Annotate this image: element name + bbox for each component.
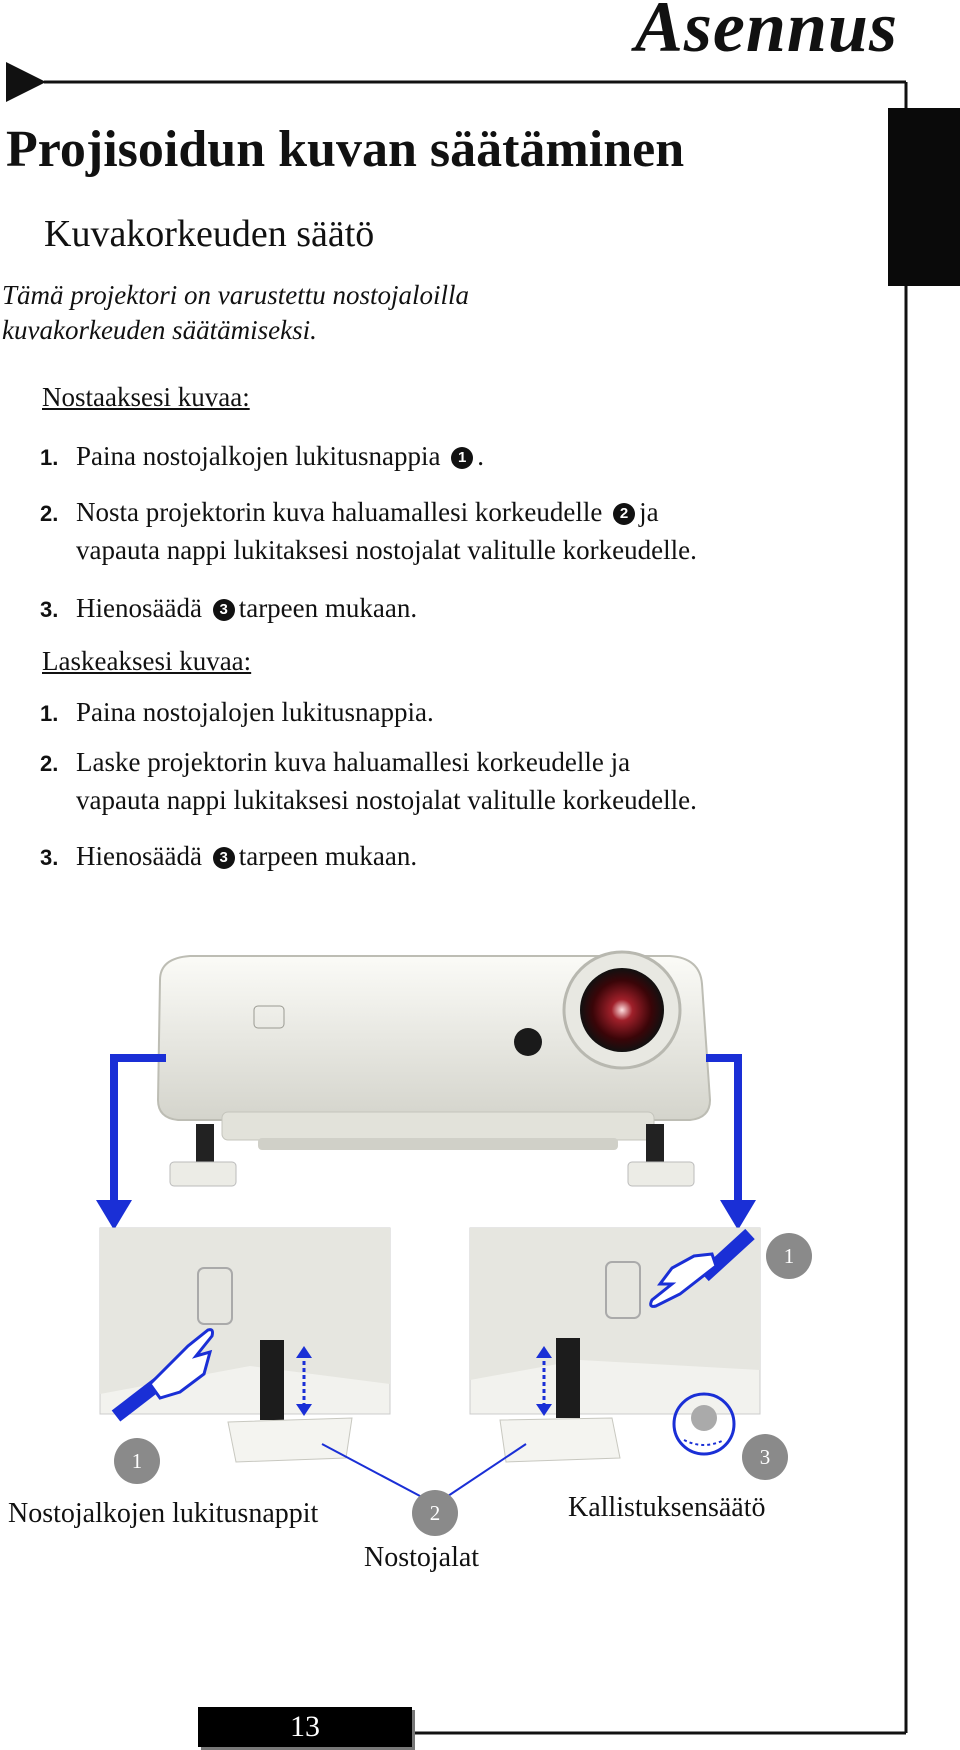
down-arrow-left-icon bbox=[96, 1200, 132, 1230]
callout-3-icon: 3 bbox=[213, 847, 235, 869]
lower-step-2: 2. Laske projektorin kuva haluamallesi korkeudelle ja vapauta nappi lukitaksesi nostojalat valitulle korkeudelle. bbox=[40, 747, 697, 815]
section-subtitle: Kuvakorkeuden säätö bbox=[44, 213, 375, 255]
raise-heading: Nostaaksesi kuvaa: bbox=[42, 382, 250, 412]
lower-step-3: 3. Hienosäädä 3 tarpeen mukaan. bbox=[40, 841, 418, 871]
page-number: 13 bbox=[198, 1707, 412, 1747]
label-lock-buttons: Nostojalkojen lukitusnappit bbox=[8, 1498, 319, 1529]
chapter-tab bbox=[888, 108, 960, 286]
label-feet: Nostojalat bbox=[364, 1542, 480, 1573]
detail-right bbox=[470, 1228, 760, 1462]
raise-step-2: 2. Nosta projektorin kuva haluamallesi korkeudelle 2 ja vapauta nappi lukitaksesi nostojalat valitulle korkeudelle. bbox=[40, 497, 697, 565]
projector-body bbox=[158, 952, 710, 1186]
chapter-marker-arrow-icon bbox=[6, 62, 46, 102]
raise-step-1: 1. Paina nostojalkojen lukitusnappia 1 . bbox=[40, 441, 484, 471]
callout-2-icon: 2 bbox=[613, 503, 635, 525]
projector-figure bbox=[0, 950, 960, 1590]
label-tilt: Kallistuksensäätö bbox=[568, 1492, 766, 1523]
callout-badge-2: 2 bbox=[412, 1490, 458, 1536]
section-title: Projisoidun kuvan säätäminen bbox=[6, 121, 685, 178]
lower-heading: Laskeaksesi kuvaa: bbox=[42, 646, 252, 676]
callout-badge-1-left: 1 bbox=[114, 1438, 160, 1484]
raise-step-3: 3. Hienosäädä 3 tarpeen mukaan. bbox=[40, 593, 418, 623]
chapter-title: Asennus bbox=[634, 0, 898, 67]
intro-text: Tämä projektori on varustettu nostojaloilla kuvakorkeuden säätämiseksi. bbox=[2, 280, 470, 345]
detail-left bbox=[100, 1228, 390, 1462]
callout-1-icon: 1 bbox=[451, 447, 473, 469]
callout-badge-3: 3 bbox=[742, 1434, 788, 1480]
lower-step-1: 1. Paina nostojalojen lukitusnappia. bbox=[40, 697, 434, 727]
callout-3-icon: 3 bbox=[213, 599, 235, 621]
down-arrow-right-icon bbox=[720, 1200, 756, 1230]
callout-badge-1-right: 1 bbox=[766, 1233, 812, 1279]
